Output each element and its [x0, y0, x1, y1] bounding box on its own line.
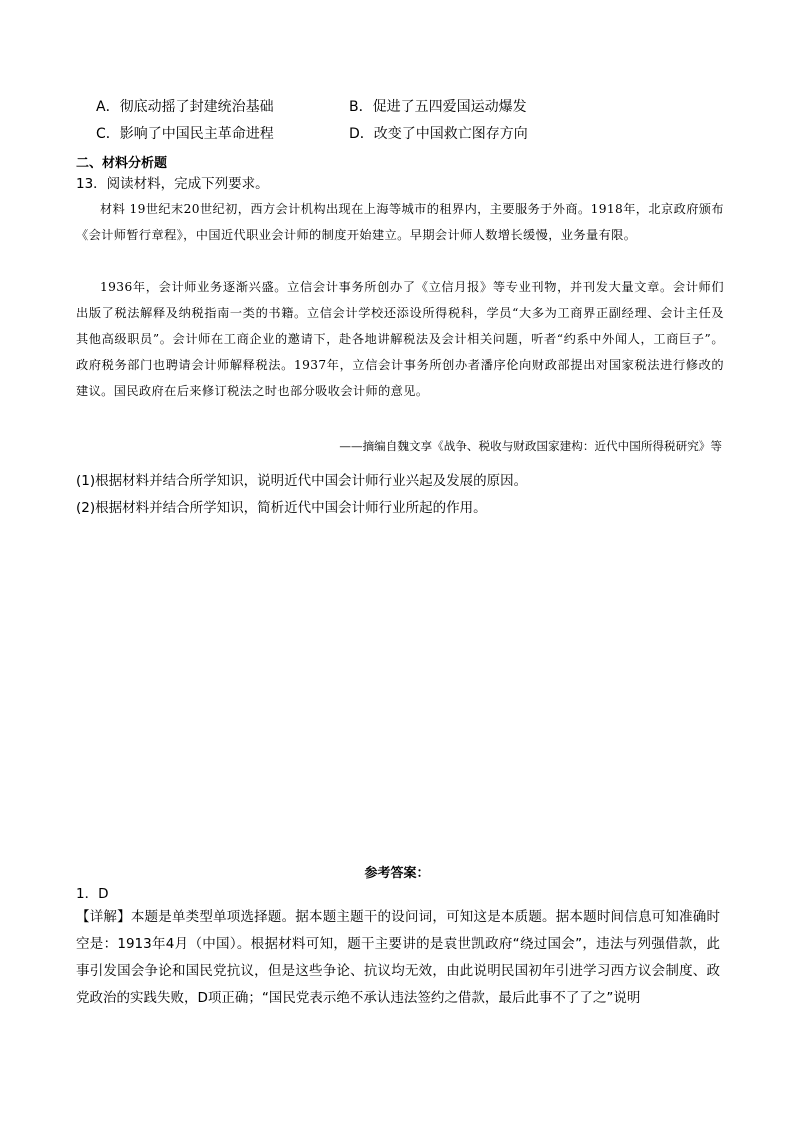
answer-explanation: 【详解】本题是单类型单项选择题。据本题主题干的设问词，可知这是本质题。据本题时间信息可知准确时空是：1913年4月（中国）。根据材料可知，题干主要讲的是袁世凯政府“绕过国会”，违法与列强借款，此事引发国会争论和国民党抗议，但是这些争论、抗议均无效，由此说明民国初年引进学习西方议会制度、政党政治的实践失败，D项正确；“国民党表示绝不承认违法签约之借款，最后此事不了了之”说明 [76, 909, 720, 1006]
option-c: C．影响了中国民主革命进程 [96, 126, 274, 142]
section-heading: 二、材料分析题 [76, 156, 168, 171]
option-b: B．促进了五四爱国运动爆发 [349, 99, 527, 115]
material-text-2: 1936年，会计师业务逐渐兴盛。立信会计事务所创办了《立信月报》等专业刊物，并刊发大量文章。会计师们出版了税法解释及纳税指南一类的书籍。立信会计学校还添设所得税科，学员“大多为工商界正副经理、会计主任及其他高级职员”。会计师在工商企业的邀请下，赴各地讲解税法及会计相关问题，听者“约系中外闻人，工商巨子”。政府税务部门也聘请会计师解释税法。1937年，立信会计事务所创办者潘序伦向财政部提出对国家税法进行修改的建议。国民政府在后来修订税法之时也部分吸收会计师的意见。 [76, 280, 724, 398]
sub-question-2: (2)根据材料并结合所学知识，简析近代中国会计师行业所起的作用。 [76, 500, 487, 516]
answer-number: 1．D [76, 886, 109, 902]
material-source: ——摘编自魏文享《战争、税收与财政国家建构：近代中国所得税研究》等 [339, 439, 722, 453]
option-d: D．改变了中国救亡图存方向 [349, 126, 528, 142]
option-a: A．彻底动摇了封建统治基础 [96, 99, 274, 115]
material-paragraph-2 [76, 274, 724, 404]
answer-title: 参考答案： [364, 866, 430, 881]
material-paragraph-1 [76, 196, 724, 248]
question-intro: 13．阅读材料，完成下列要求。 [76, 176, 269, 192]
sub-question-1: (1)根据材料并结合所学知识，说明近代中国会计师行业兴起及发展的原因。 [76, 473, 528, 489]
material-text-1: 材料 19世纪末20世纪初，西方会计机构出现在上海等城市的租界内，主要服务于外商。1918年，北京政府颁布《会计师暂行章程》，中国近代职业会计师的制度开始建立。早期会计师人数增长缓慢，业务量有限。 [76, 202, 724, 242]
